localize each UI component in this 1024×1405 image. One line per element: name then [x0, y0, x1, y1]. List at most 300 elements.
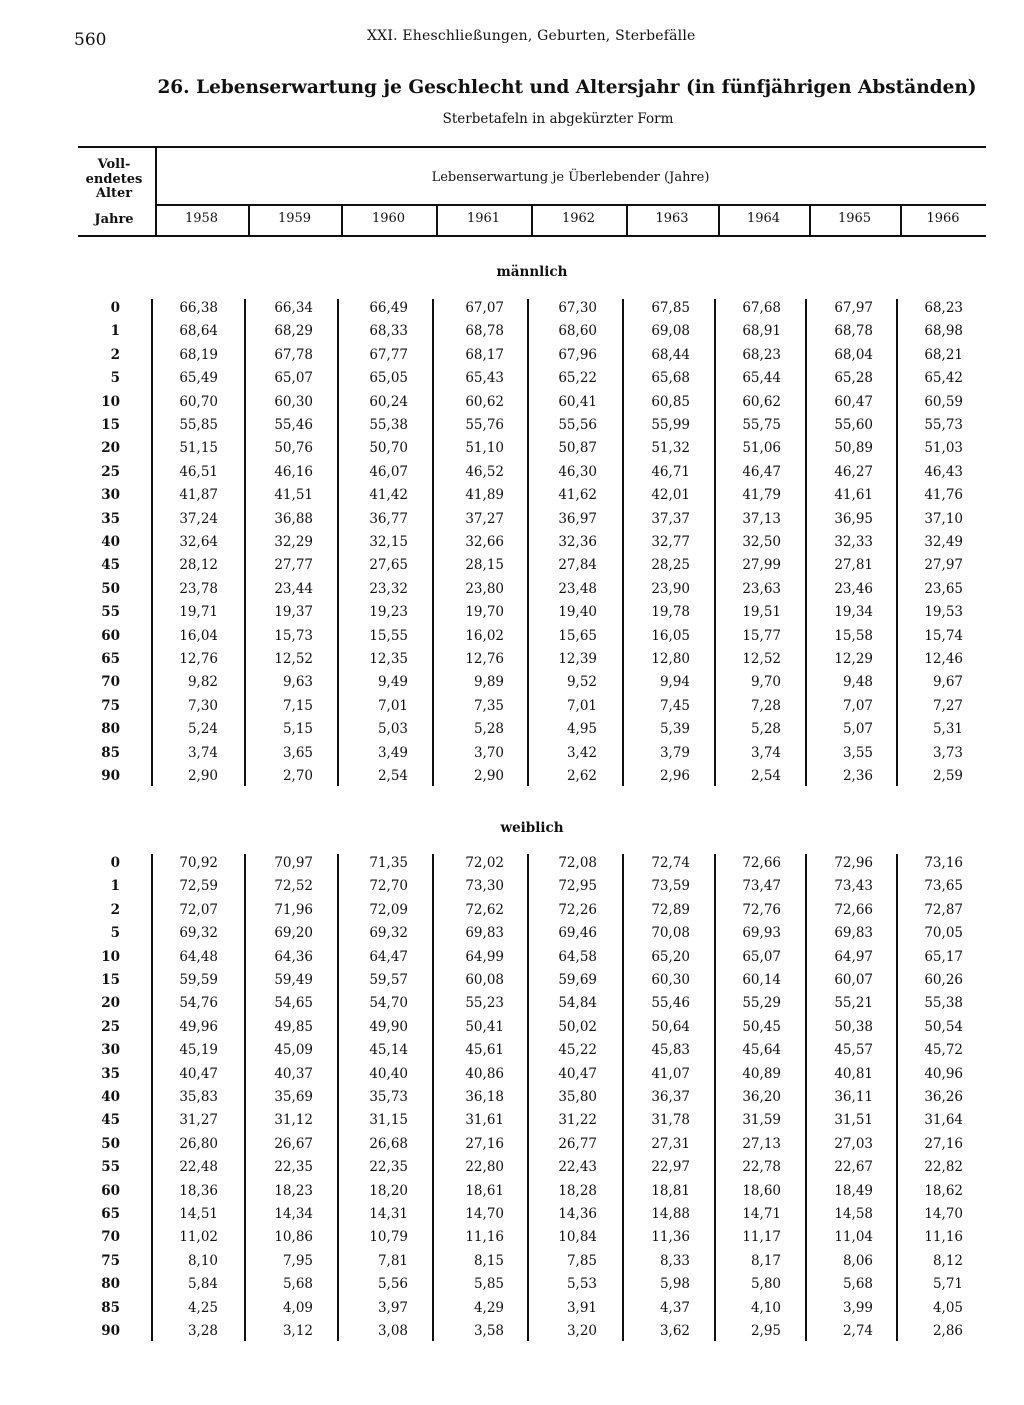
value-cell: 40,81	[834, 1065, 873, 1082]
value-cell: 5,07	[842, 721, 873, 738]
table-row	[0, 367, 1024, 390]
value-cell: 7,27	[932, 697, 963, 714]
value-cell: 36,20	[742, 1089, 781, 1105]
value-cell: 40,40	[369, 1065, 408, 1082]
value-cell: 73,59	[651, 878, 690, 895]
age-cell: 0	[110, 300, 120, 316]
table-row	[0, 461, 1024, 484]
value-cell: 72,08	[558, 855, 597, 871]
value-cell: 46,16	[274, 463, 313, 480]
value-cell: 60,14	[742, 972, 781, 988]
value-cell: 11,04	[834, 1229, 873, 1246]
age-cell: 15	[101, 417, 120, 433]
value-cell: 54,70	[369, 995, 408, 1012]
value-cell: 3,62	[659, 1323, 690, 1339]
value-cell: 60,08	[465, 972, 504, 988]
value-cell: 59,69	[558, 972, 597, 988]
value-cell: 14,70	[465, 1206, 504, 1222]
value-cell: 2,59	[932, 768, 963, 784]
value-cell: 72,87	[924, 901, 963, 918]
value-cell: 49,90	[369, 1018, 408, 1035]
value-cell: 40,47	[179, 1065, 218, 1082]
value-cell: 14,34	[274, 1206, 313, 1222]
value-cell: 7,35	[473, 697, 504, 714]
value-cell: 4,25	[187, 1299, 218, 1316]
value-cell: 8,33	[659, 1252, 690, 1269]
age-cell: 90	[101, 1323, 120, 1339]
value-cell: 66,34	[274, 300, 313, 316]
value-cell: 22,97	[651, 1159, 690, 1176]
age-cell: 1	[110, 878, 120, 895]
value-cell: 7,95	[282, 1252, 313, 1269]
value-cell: 65,05	[369, 370, 408, 387]
value-cell: 69,83	[834, 925, 873, 942]
value-cell: 4,29	[473, 1299, 504, 1316]
value-cell: 70,08	[651, 925, 690, 942]
value-cell: 18,60	[742, 1182, 781, 1199]
age-cell: 5	[110, 370, 120, 387]
year-header-1963: 1963	[655, 211, 689, 226]
value-cell: 18,49	[834, 1182, 873, 1199]
value-cell: 55,75	[742, 417, 781, 433]
value-cell: 3,28	[187, 1323, 218, 1339]
year-header-1962: 1962	[561, 211, 596, 226]
value-cell: 37,10	[924, 510, 963, 527]
age-cell: 35	[101, 1065, 120, 1082]
age-cell: 90	[101, 768, 120, 784]
value-cell: 9,89	[473, 674, 504, 691]
year-header-1961: 1961	[466, 211, 501, 226]
value-cell: 60,59	[924, 393, 963, 410]
value-cell: 59,57	[369, 972, 408, 988]
value-cell: 60,62	[742, 393, 781, 410]
value-cell: 28,25	[651, 557, 690, 574]
value-cell: 9,67	[932, 674, 963, 691]
table-row	[0, 1016, 1024, 1039]
value-cell: 3,49	[377, 744, 408, 761]
value-cell: 55,23	[465, 995, 504, 1012]
value-cell: 73,43	[834, 878, 873, 895]
table-title: 26. Lebenserwartung je Geschlecht und Altersjahr (in fünfjährigen Abständen)	[157, 77, 977, 98]
age-cell: 80	[101, 1276, 120, 1293]
value-cell: 2,90	[187, 768, 218, 784]
header-bottom-rule	[78, 235, 986, 237]
value-cell: 5,15	[282, 721, 313, 738]
value-cell: 46,47	[742, 463, 781, 480]
value-cell: 71,96	[274, 901, 313, 918]
value-cell: 11,36	[651, 1229, 690, 1246]
stub-header: Voll- endetes Alter	[85, 157, 143, 201]
value-cell: 12,76	[179, 651, 218, 667]
value-cell: 11,16	[465, 1229, 504, 1246]
value-cell: 68,19	[179, 346, 218, 363]
table-row	[0, 852, 1024, 875]
age-cell: 65	[101, 651, 120, 667]
table-row	[0, 1320, 1024, 1343]
value-cell: 50,76	[274, 440, 313, 457]
value-cell: 72,76	[742, 901, 781, 918]
value-cell: 2,62	[566, 768, 597, 784]
value-cell: 65,28	[834, 370, 873, 387]
value-cell: 32,77	[651, 534, 690, 550]
value-cell: 5,80	[750, 1276, 781, 1293]
value-cell: 19,70	[465, 604, 504, 621]
value-cell: 72,74	[651, 855, 690, 871]
value-cell: 40,37	[274, 1065, 313, 1082]
table-row	[0, 554, 1024, 577]
value-cell: 4,95	[566, 721, 597, 738]
value-cell: 5,24	[187, 721, 218, 738]
value-cell: 31,78	[651, 1112, 690, 1129]
value-cell: 3,08	[377, 1323, 408, 1339]
value-cell: 26,80	[179, 1135, 218, 1152]
table-row	[0, 1226, 1024, 1249]
age-cell: 50	[101, 1135, 120, 1152]
value-cell: 3,65	[282, 744, 313, 761]
value-cell: 10,79	[369, 1229, 408, 1246]
value-cell: 36,88	[274, 510, 313, 527]
value-cell: 65,22	[558, 370, 597, 387]
value-cell: 46,27	[834, 463, 873, 480]
value-cell: 72,95	[558, 878, 597, 895]
running-head: XXI. Eheschließungen, Geburten, Sterbefälle	[367, 28, 696, 44]
value-cell: 65,42	[924, 370, 963, 387]
value-cell: 55,85	[179, 417, 218, 433]
value-cell: 64,47	[369, 948, 408, 965]
value-cell: 12,46	[924, 651, 963, 667]
value-cell: 19,23	[369, 604, 408, 621]
age-cell: 55	[101, 604, 120, 621]
section-label-1: weiblich	[500, 820, 564, 836]
value-cell: 23,65	[924, 580, 963, 597]
value-cell: 73,47	[742, 878, 781, 895]
value-cell: 50,41	[465, 1018, 504, 1035]
value-cell: 4,09	[282, 1299, 313, 1316]
value-cell: 23,32	[369, 580, 408, 597]
value-cell: 12,35	[369, 651, 408, 667]
value-cell: 64,48	[179, 948, 218, 965]
value-cell: 7,85	[566, 1252, 597, 1269]
value-cell: 14,70	[924, 1206, 963, 1222]
table-row	[0, 1086, 1024, 1109]
value-cell: 5,68	[842, 1276, 873, 1293]
value-cell: 60,70	[179, 393, 218, 410]
year-header-1959: 1959	[277, 211, 312, 226]
value-cell: 67,77	[369, 346, 408, 363]
value-cell: 55,56	[558, 417, 597, 433]
value-cell: 60,85	[651, 393, 690, 410]
value-cell: 45,61	[465, 1042, 504, 1059]
value-cell: 3,79	[659, 744, 690, 761]
table-row	[0, 875, 1024, 898]
table-row	[0, 899, 1024, 922]
value-cell: 8,10	[187, 1252, 218, 1269]
value-cell: 46,43	[924, 463, 963, 480]
value-cell: 15,73	[274, 627, 313, 644]
value-cell: 15,77	[742, 627, 781, 644]
value-cell: 65,07	[742, 948, 781, 965]
age-cell: 80	[101, 721, 120, 738]
value-cell: 68,78	[834, 323, 873, 340]
value-cell: 60,24	[369, 393, 408, 410]
value-cell: 2,74	[842, 1323, 873, 1339]
value-cell: 28,12	[179, 557, 218, 574]
value-cell: 67,68	[742, 300, 781, 316]
value-cell: 69,83	[465, 925, 504, 942]
value-cell: 14,51	[179, 1206, 218, 1222]
value-cell: 5,71	[932, 1276, 963, 1293]
value-cell: 36,95	[834, 510, 873, 527]
value-cell: 3,58	[473, 1323, 504, 1339]
value-cell: 5,85	[473, 1276, 504, 1293]
table-row	[0, 671, 1024, 694]
value-cell: 36,18	[465, 1089, 504, 1105]
value-cell: 2,86	[932, 1323, 963, 1339]
stub-unit: Jahre	[94, 212, 134, 227]
value-cell: 18,28	[558, 1182, 597, 1199]
table-row	[0, 969, 1024, 992]
value-cell: 46,71	[651, 463, 690, 480]
value-cell: 12,52	[742, 651, 781, 667]
value-cell: 9,63	[282, 674, 313, 691]
value-cell: 32,64	[179, 534, 218, 550]
value-cell: 14,58	[834, 1206, 873, 1222]
value-cell: 72,59	[179, 878, 218, 895]
value-cell: 45,22	[558, 1042, 597, 1059]
value-cell: 65,44	[742, 370, 781, 387]
value-cell: 60,47	[834, 393, 873, 410]
value-cell: 64,97	[834, 948, 873, 965]
table-row	[0, 437, 1024, 460]
table-row	[0, 625, 1024, 648]
table-row	[0, 922, 1024, 945]
value-cell: 50,45	[742, 1018, 781, 1035]
value-cell: 45,09	[274, 1042, 313, 1059]
value-cell: 40,47	[558, 1065, 597, 1082]
value-cell: 7,07	[842, 697, 873, 714]
value-cell: 70,92	[179, 855, 218, 871]
age-cell: 2	[110, 901, 120, 918]
value-cell: 27,65	[369, 557, 408, 574]
spanner-rule	[155, 204, 986, 206]
value-cell: 72,62	[465, 901, 504, 918]
table-row	[0, 601, 1024, 624]
value-cell: 64,99	[465, 948, 504, 965]
value-cell: 27,81	[834, 557, 873, 574]
value-cell: 27,84	[558, 557, 597, 574]
value-cell: 55,29	[742, 995, 781, 1012]
value-cell: 7,01	[377, 697, 408, 714]
age-cell: 70	[101, 674, 120, 691]
age-cell: 60	[101, 627, 120, 644]
value-cell: 22,67	[834, 1159, 873, 1176]
section-label-0: männlich	[496, 264, 568, 280]
value-cell: 71,35	[369, 855, 408, 871]
age-cell: 85	[101, 1299, 120, 1316]
value-cell: 14,31	[369, 1206, 408, 1222]
age-cell: 40	[101, 1089, 120, 1105]
age-cell: 0	[110, 855, 120, 871]
value-cell: 12,76	[465, 651, 504, 667]
value-cell: 3,20	[566, 1323, 597, 1339]
value-cell: 18,81	[651, 1182, 690, 1199]
value-cell: 37,37	[651, 510, 690, 527]
table-row	[0, 531, 1024, 554]
value-cell: 46,51	[179, 463, 218, 480]
value-cell: 5,84	[187, 1276, 218, 1293]
value-cell: 27,03	[834, 1135, 873, 1152]
value-cell: 19,71	[179, 604, 218, 621]
value-cell: 36,97	[558, 510, 597, 527]
value-cell: 50,02	[558, 1018, 597, 1035]
value-cell: 41,79	[742, 487, 781, 504]
value-cell: 16,02	[465, 627, 504, 644]
value-cell: 4,05	[932, 1299, 963, 1316]
value-cell: 55,60	[834, 417, 873, 433]
age-cell: 15	[101, 972, 120, 988]
value-cell: 65,20	[651, 948, 690, 965]
value-cell: 7,15	[282, 697, 313, 714]
value-cell: 11,17	[742, 1229, 781, 1246]
value-cell: 3,12	[282, 1323, 313, 1339]
year-header-1958: 1958	[184, 211, 219, 226]
value-cell: 51,15	[179, 440, 218, 457]
value-cell: 35,69	[274, 1089, 313, 1105]
value-cell: 16,04	[179, 627, 218, 644]
value-cell: 23,46	[834, 580, 873, 597]
value-cell: 41,07	[651, 1065, 690, 1082]
value-cell: 28,15	[465, 557, 504, 574]
value-cell: 64,36	[274, 948, 313, 965]
value-cell: 9,70	[750, 674, 781, 691]
value-cell: 5,53	[566, 1276, 597, 1293]
value-cell: 64,58	[558, 948, 597, 965]
value-cell: 10,86	[274, 1229, 313, 1246]
value-cell: 7,45	[659, 697, 690, 714]
table-row	[0, 1133, 1024, 1156]
table-row	[0, 946, 1024, 969]
value-cell: 31,64	[924, 1112, 963, 1129]
value-cell: 68,64	[179, 323, 218, 340]
value-cell: 55,99	[651, 417, 690, 433]
value-cell: 69,32	[369, 925, 408, 942]
value-cell: 68,17	[465, 346, 504, 363]
age-cell: 60	[101, 1182, 120, 1199]
value-cell: 19,34	[834, 604, 873, 621]
age-cell: 20	[101, 995, 120, 1012]
value-cell: 31,27	[179, 1112, 218, 1129]
value-cell: 59,49	[274, 972, 313, 988]
table-row	[0, 297, 1024, 320]
value-cell: 65,17	[924, 948, 963, 965]
value-cell: 36,37	[651, 1089, 690, 1105]
value-cell: 2,96	[659, 768, 690, 784]
value-cell: 68,78	[465, 323, 504, 340]
value-cell: 55,73	[924, 417, 963, 433]
value-cell: 8,17	[750, 1252, 781, 1269]
value-cell: 50,54	[924, 1018, 963, 1035]
table-row	[0, 1273, 1024, 1296]
value-cell: 18,62	[924, 1182, 963, 1199]
value-cell: 8,12	[932, 1252, 963, 1269]
value-cell: 68,44	[651, 346, 690, 363]
value-cell: 22,35	[274, 1159, 313, 1176]
value-cell: 11,02	[179, 1229, 218, 1246]
value-cell: 73,16	[924, 855, 963, 871]
value-cell: 36,77	[369, 510, 408, 527]
value-cell: 22,48	[179, 1159, 218, 1176]
value-cell: 3,97	[377, 1299, 408, 1316]
value-cell: 9,48	[842, 674, 873, 691]
value-cell: 22,35	[369, 1159, 408, 1176]
table-row	[0, 1039, 1024, 1062]
table-subtitle: Sterbetafeln in abgekürzter Form	[442, 111, 674, 127]
value-cell: 65,43	[465, 370, 504, 387]
value-cell: 72,26	[558, 901, 597, 918]
value-cell: 2,54	[377, 768, 408, 784]
age-cell: 5	[110, 925, 120, 942]
year-header-1966: 1966	[926, 211, 960, 226]
value-cell: 68,21	[924, 346, 963, 363]
table-row	[0, 578, 1024, 601]
table-row	[0, 1109, 1024, 1132]
table-row	[0, 742, 1024, 765]
value-cell: 50,70	[369, 440, 408, 457]
value-cell: 15,55	[369, 627, 408, 644]
value-cell: 31,22	[558, 1112, 597, 1129]
value-cell: 18,36	[179, 1182, 218, 1199]
value-cell: 41,62	[558, 487, 597, 504]
value-cell: 32,15	[369, 534, 408, 550]
value-cell: 31,61	[465, 1112, 504, 1129]
value-cell: 31,15	[369, 1112, 408, 1129]
value-cell: 32,66	[465, 534, 504, 550]
value-cell: 68,33	[369, 323, 408, 340]
value-cell: 69,46	[558, 925, 597, 942]
value-cell: 19,40	[558, 604, 597, 621]
age-cell: 65	[101, 1206, 120, 1222]
value-cell: 65,68	[651, 370, 690, 387]
table-row	[0, 414, 1024, 437]
value-cell: 65,07	[274, 370, 313, 387]
value-cell: 14,71	[742, 1206, 781, 1222]
age-cell: 75	[101, 1252, 120, 1269]
age-cell: 20	[101, 440, 120, 457]
value-cell: 51,32	[651, 440, 690, 457]
value-cell: 23,90	[651, 580, 690, 597]
value-cell: 49,85	[274, 1018, 313, 1035]
value-cell: 23,80	[465, 580, 504, 597]
value-cell: 9,82	[187, 674, 218, 691]
table-row	[0, 1203, 1024, 1226]
value-cell: 55,38	[369, 417, 408, 433]
value-cell: 31,12	[274, 1112, 313, 1129]
value-cell: 26,77	[558, 1135, 597, 1152]
value-cell: 41,76	[924, 487, 963, 504]
value-cell: 10,84	[558, 1229, 597, 1246]
value-cell: 55,46	[274, 417, 313, 433]
value-cell: 2,36	[842, 768, 873, 784]
value-cell: 22,82	[924, 1159, 963, 1176]
value-cell: 2,95	[750, 1323, 781, 1339]
value-cell: 5,03	[377, 721, 408, 738]
value-cell: 41,87	[179, 487, 218, 504]
value-cell: 16,05	[651, 627, 690, 644]
value-cell: 45,14	[369, 1042, 408, 1059]
value-cell: 73,30	[465, 878, 504, 895]
age-cell: 30	[101, 487, 120, 504]
value-cell: 7,01	[566, 697, 597, 714]
